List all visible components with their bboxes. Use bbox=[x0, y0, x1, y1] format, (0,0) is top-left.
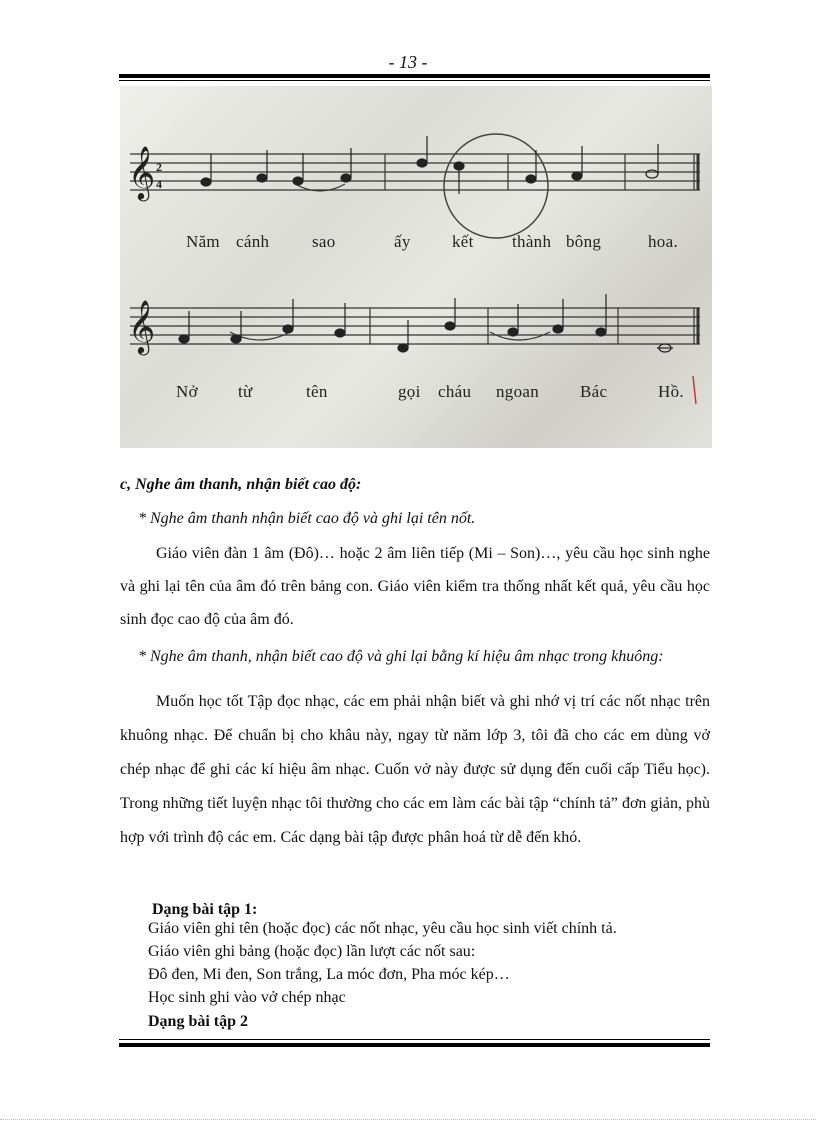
lyric-word: sao bbox=[312, 232, 336, 251]
paragraph-1: Giáo viên đàn 1 âm (Đô)… hoặc 2 âm liên tiếp (Mi – Son)…, yêu cầu học sinh nghe và ghi lại tên của âm đó trên bảng con. Giáo viên kiểm tra thống nhất kết quả, yêu cầu học sinh đọc cao độ của âm đó. bbox=[120, 545, 710, 628]
lyric-word: thành bbox=[512, 232, 552, 251]
header-rule-thick bbox=[119, 74, 710, 78]
lyric-word: cháu bbox=[438, 382, 472, 401]
exercise-1-title: Dạng bài tập 1: bbox=[152, 901, 258, 918]
header-rule-thin bbox=[119, 80, 710, 81]
svg-text:𝄞: 𝄞 bbox=[128, 145, 156, 199]
page-number: - 13 - bbox=[388, 52, 428, 72]
lyric-word: kết bbox=[452, 232, 474, 251]
lyric-word: hoa. bbox=[648, 232, 678, 251]
exercise-1-line: Đô đen, Mi đen, Son trắng, La móc đơn, Pha móc kép… bbox=[148, 966, 510, 983]
footer-rule-thin bbox=[119, 1039, 710, 1040]
exercise-1-line: Học sinh ghi vào vở chép nhạc bbox=[148, 989, 346, 1006]
lyric-word: gọi bbox=[398, 382, 421, 401]
lyric-word: cánh bbox=[236, 232, 270, 251]
exercise-2-title: Dạng bài tập 2 bbox=[148, 1013, 249, 1030]
time-signature-top: 2 bbox=[156, 160, 162, 174]
lyric-word: từ bbox=[238, 382, 253, 401]
lyric-word: Năm bbox=[186, 232, 220, 251]
lyric-word: ngoan bbox=[496, 382, 540, 401]
lyric-word: Nở bbox=[176, 382, 198, 401]
lyric-word: Bác bbox=[580, 382, 608, 401]
page-bottom-border bbox=[0, 1119, 816, 1120]
exercise-1-line: Giáo viên ghi tên (hoặc đọc) các nốt nhạc, yêu cầu học sinh viết chính tả. bbox=[148, 920, 617, 937]
exercise-1-line: Giáo viên ghi bảng (hoặc đọc) lần lượt các nốt sau: bbox=[148, 943, 476, 960]
time-signature-bottom: 4 bbox=[156, 177, 162, 191]
paragraph-2: Muốn học tốt Tập đọc nhạc, các em phải nhận biết và ghi nhớ vị trí các nốt nhạc trên khuông nhạc. Để chuẩn bị cho khâu này, ngay từ năm lớp 3, tôi đã cho các em dùng vở chép nhạc để ghi các kí hiệu âm nhạc. Cuốn vở này được sử dụng đến cuối cấp Tiểu học). Trong những tiết luyện nhạc tôi thường cho các em làm các bài tập “chính tả” đơn giản, phù hợp với trình độ các em. Các dạng bài tập được phân hoá từ dễ đến khó. bbox=[120, 693, 710, 846]
section-heading: c, Nghe âm thanh, nhận biết cao độ: bbox=[120, 476, 362, 493]
lyric-word: ấy bbox=[394, 232, 411, 251]
svg-text:𝄞: 𝄞 bbox=[128, 299, 156, 353]
lyric-word: tên bbox=[306, 382, 328, 401]
subheading-1: * Nghe âm thanh nhận biết cao độ và ghi lại tên nốt. bbox=[138, 510, 476, 527]
subheading-2: * Nghe âm thanh, nhận biết cao độ và ghi lại bằng kí hiệu âm nhạc trong khuông: bbox=[138, 648, 664, 665]
footer-rule-thick bbox=[119, 1043, 710, 1047]
lyric-word: bông bbox=[566, 232, 602, 251]
lyric-word: Hồ. bbox=[658, 382, 684, 401]
sheet-music-image bbox=[120, 86, 712, 448]
